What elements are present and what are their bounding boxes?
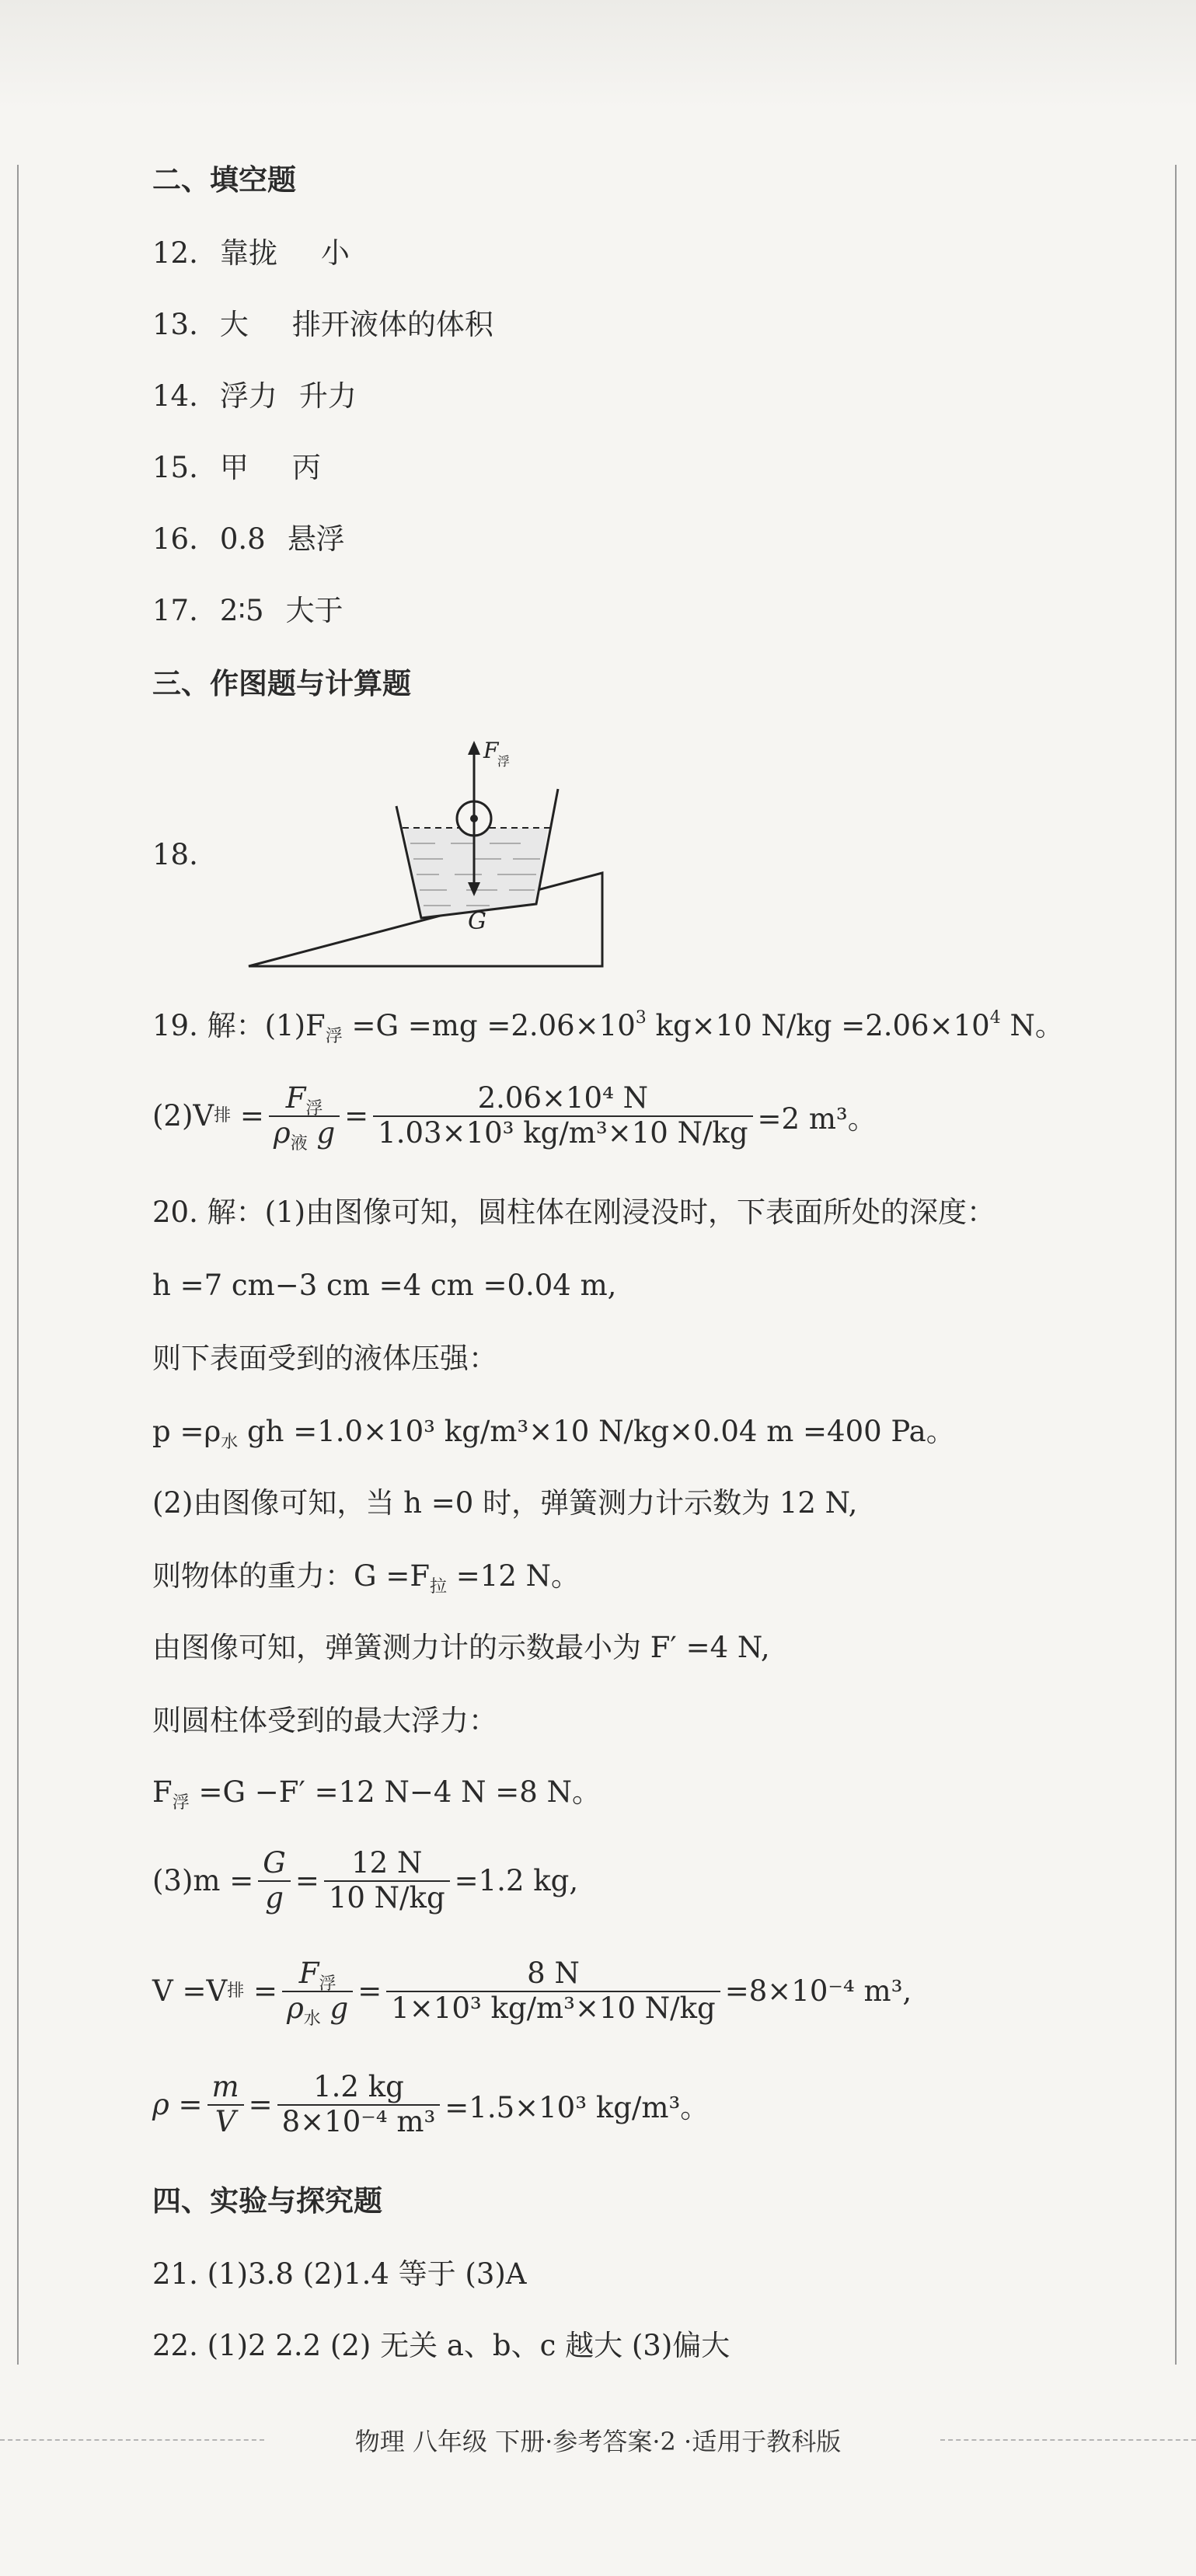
q20-line-10: [152, 1847, 578, 1915]
subscript: 拉: [430, 1577, 448, 1597]
equals: =: [231, 1099, 264, 1133]
fraction: [277, 2071, 441, 2138]
text: F: [152, 1775, 173, 1809]
text: (3)m =: [152, 1864, 254, 1898]
question-number-18: 18.: [152, 838, 198, 871]
force-label: F: [483, 738, 499, 763]
denominator: V: [214, 2104, 236, 2138]
equals: =: [248, 2088, 273, 2122]
answer-part: 浮力: [219, 379, 277, 413]
answer-number: 17.: [152, 594, 198, 627]
answer-item: 22. (1)2 2.2 (2) 无关 a、b、c 越大 (3)偏大: [152, 2329, 731, 2362]
answer-part: 甲: [219, 451, 249, 484]
q19-line-1: [152, 1008, 1064, 1046]
denominator: ρ: [273, 1115, 291, 1150]
q20-line-12: [152, 2071, 709, 2138]
subscript: 浮: [305, 1099, 323, 1119]
text: =G −F′ =12 N−4 N =8 N。: [189, 1775, 601, 1809]
answer-item: [152, 594, 343, 628]
result: =1.5×10³ kg/m³。: [445, 2090, 710, 2124]
denominator: g: [307, 1115, 336, 1150]
fraction: [269, 1081, 340, 1154]
numerator: 1.2 kg: [277, 2071, 441, 2106]
section-heading-draw-calc: 三、作图题与计算题: [152, 667, 411, 700]
text: p =ρ: [152, 1415, 221, 1448]
force-label-sub: 浮: [497, 754, 511, 769]
answer-number: 13.: [152, 308, 198, 341]
answer-number: 12.: [152, 236, 198, 270]
numerator: F: [298, 1956, 319, 1990]
answer-part: 0.8: [219, 522, 266, 556]
answer-number: 14.: [152, 379, 198, 413]
numerator: 8 N: [386, 1957, 720, 1992]
q20-line-8: 则圆柱体受到的最大浮力：: [152, 1704, 497, 1737]
text: kg×10 N/kg =2.06×10: [646, 1009, 990, 1042]
answer-item: 21. (1)3.8 (2)1.4 等于 (3)A: [152, 2257, 527, 2291]
equals: =: [295, 1864, 319, 1898]
answer-number: 16.: [152, 522, 198, 556]
exponent: 3: [635, 1008, 647, 1028]
answer-part: 排开液体的体积: [291, 308, 493, 341]
text: V =V: [152, 1974, 228, 2009]
q20-line-3: 则下表面受到的液体压强：: [152, 1342, 497, 1375]
answer-item: [152, 236, 350, 271]
subscript: 水: [303, 2009, 321, 2029]
section-heading-fill: 二、填空题: [152, 163, 296, 197]
answer-item: [152, 308, 493, 342]
answer-part: 2∶5: [219, 594, 264, 627]
denominator: g: [265, 1880, 284, 1915]
answer-item: [152, 451, 321, 485]
fraction: [386, 1957, 720, 2025]
page-top-shade: [0, 0, 1196, 109]
answer-part: 丙: [291, 451, 321, 484]
text: (2)V: [152, 1099, 214, 1133]
answer-part: 靠拢: [219, 236, 277, 270]
answer-part: 大于: [285, 594, 343, 627]
buoyancy-arrowhead: [468, 741, 480, 755]
result: =2 m³。: [757, 1101, 877, 1136]
answer-part: 大: [219, 308, 249, 341]
numerator: 12 N: [324, 1847, 450, 1882]
numerator: G: [258, 1847, 291, 1882]
answer-item: [152, 379, 357, 414]
answer-number: 15.: [152, 451, 198, 484]
q20-line-1: 20. 解：(1)由图像可知，圆柱体在刚浸没时，下表面所处的深度：: [152, 1196, 996, 1229]
denominator: ρ: [287, 1991, 304, 2025]
answer-item: [152, 522, 345, 557]
fraction: [373, 1082, 752, 1150]
numerator: 2.06×10⁴ N: [373, 1082, 752, 1117]
numerator: F: [285, 1081, 306, 1115]
denominator: 10 N/kg: [328, 1880, 445, 1915]
equals: =: [357, 1974, 382, 2009]
result: =1.2 kg,: [454, 1864, 579, 1898]
text: =G =mg =2.06×10: [342, 1009, 636, 1042]
answer-part: 悬浮: [287, 522, 345, 556]
text: ρ =: [152, 2088, 203, 2122]
q20-line-2: h =7 cm−3 cm =4 cm =0.04 m,: [152, 1269, 617, 1302]
q20-line-9: [152, 1775, 601, 1813]
fraction: [258, 1847, 291, 1915]
numerator: m: [207, 2071, 244, 2106]
denominator: g: [320, 1991, 349, 2025]
exponent: 4: [989, 1008, 1001, 1028]
subscript: 浮: [319, 1974, 336, 1994]
left-margin-rule: [17, 165, 19, 2365]
fraction: [324, 1847, 450, 1915]
text: N。: [1000, 1009, 1064, 1042]
fraction: [207, 2071, 244, 2138]
result: =8×10⁻⁴ m³,: [724, 1974, 912, 2009]
q20-line-4: [152, 1415, 955, 1452]
text: 则物体的重力：G =F: [152, 1559, 430, 1593]
q20-line-7: 由图像可知，弹簧测力计的示数最小为 F′ =4 N,: [152, 1631, 770, 1664]
q20-line-6: [152, 1559, 580, 1597]
q19-line-2: (2)V 排 = $\frac{F_浮}{\rho_液 g}$ = $\frac{\text{2.06×10⁴ N}}{\text{1.03×10³ kg/m³×10 N/kg}}$ =2 m³。: [152, 1081, 877, 1154]
denominator: 8×10⁻⁴ m³: [281, 2104, 436, 2138]
text: 19. 解：(1)F: [152, 1009, 326, 1042]
page-footer: [0, 2422, 1196, 2458]
fraction: [282, 1956, 353, 2029]
section-heading-experiment: 四、实验与探究题: [152, 2184, 382, 2218]
equals: =: [244, 1974, 277, 2009]
subscript: 浮: [325, 1027, 343, 1046]
denominator: 1×10³ kg/m³×10 N/kg: [391, 1991, 716, 2025]
subscript: 水: [221, 1433, 239, 1452]
answer-part: 小: [320, 236, 350, 270]
answer-part: 升力: [298, 379, 357, 413]
subscript: 浮: [172, 1793, 190, 1813]
gravity-label: G: [468, 908, 486, 935]
q20-line-11: V =V 排 = $\frac{F_浮}{\rho_水 g}$ = $\frac{8 N}{\text{1×10³ kg/m³×10 N/kg}}$ =8×10⁻⁴ m³,: [152, 1956, 912, 2029]
footer-text: 物理 八年级 下册·参考答案·2 ·适用于教科版: [343, 2427, 853, 2456]
text: =12 N。: [447, 1559, 580, 1593]
right-margin-rule: [1175, 165, 1177, 2365]
equals: =: [344, 1099, 369, 1133]
q20-line-5: (2)由图像可知，当 h =0 时，弹簧测力计示数为 12 N,: [152, 1486, 858, 1520]
denominator: 1.03×10³ kg/m³×10 N/kg: [378, 1115, 748, 1150]
text: gh =1.0×10³ kg/m³×10 N/kg×0.04 m =400 Pa。: [238, 1415, 955, 1448]
subscript: 液: [290, 1133, 308, 1154]
buoyancy-diagram: [233, 735, 622, 972]
